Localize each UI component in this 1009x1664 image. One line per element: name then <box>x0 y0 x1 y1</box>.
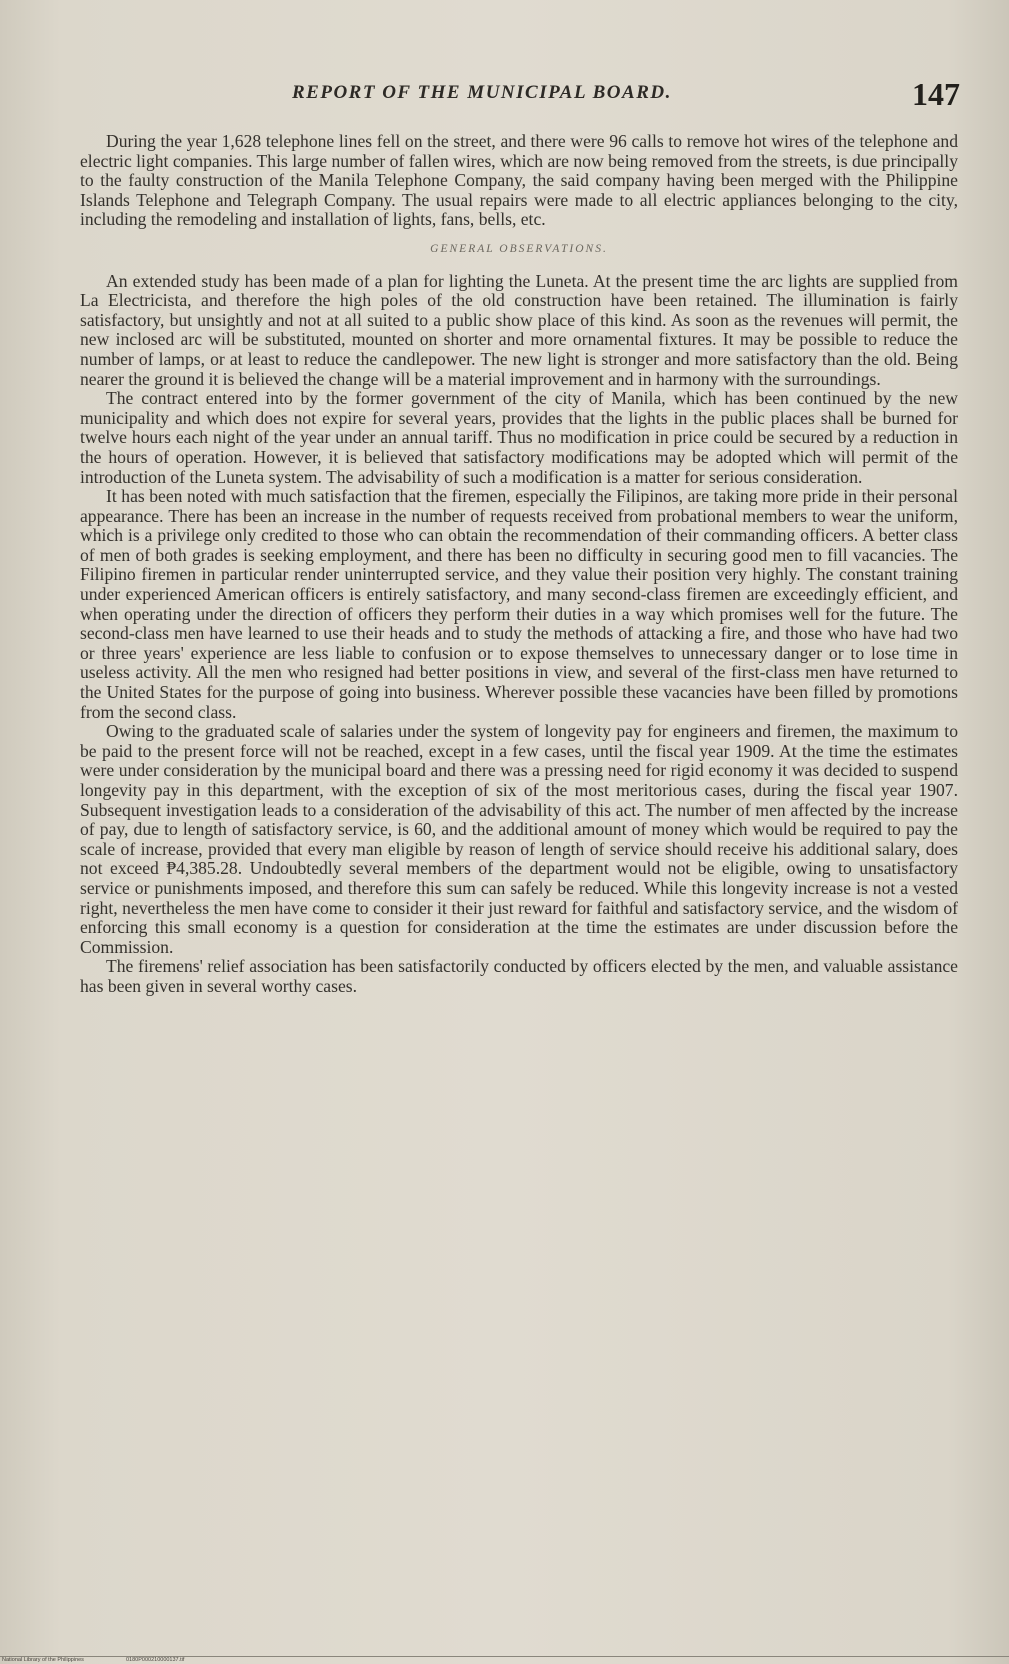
paragraph-firemen: It has been noted with much satisfaction that the firemen, especially the Filipinos, are taking more pride in their personal appearance. There has been an increase in the number of requests received from probational members to wear the uniform, which is a privilege only credited to those who can obtain the recommendation of their commanding officers. A better class of men of both grades is seeking employment, and there has been no difficulty in securing good men to fill vacancies. The Filipino firemen in particular render uninterrupted service, and they value their position very highly. The constant training under experienced American officers is entirely satisfactory, and many second-class firemen are exceedingly efficient, and when operating under the direction of officers they perform their duties in a way which promises well for the future. The second-class men have learned to use their heads and to study the methods of attacking a fire, and those who have had two or three years' experience are less liable to confusion or to expose themselves to unnecessary danger or to lose time in useless activity. All the men who resigned had better positions in view, and several of the first-class men have returned to the United States for the purpose of going into business. Wherever possible these vacancies have been filled by promotions from the second class. <box>80 486 958 722</box>
body-text <box>80 132 958 997</box>
paragraph-luneta-lighting: An extended study has been made of a plan for lighting the Luneta. At the present time the arc lights are supplied from La Electricista, and therefore the high poles of the old construction have been retained. The illumination is fairly satisfactory, but unsightly and not at all suited to a public show place of this kind. As soon as the revenues will permit, the new inclosed arc will be substituted, mounted on shorter and more ornamental fixtures. It may be possible to reduce the number of lamps, or at least to reduce the candlepower. The new light is stronger and more satisfactory than the old. Being nearer the ground it is believed the change will be a material improvement and in harmony with the surroundings. <box>80 270 958 389</box>
paragraph-telephone-lines: During the year 1,628 telephone lines fell on the street, and there were 96 calls to remove hot wires of the telephone and electric light companies. This large number of fallen wires, which are now being removed from the streets, is due principally to the faulty construction of the Manila Telephone Company, the said company having been merged with the Philippine Islands Telephone and Telegraph Company. The usual repairs were made to all electric appliances belonging to the city, including the remodeling and installation of lights, fans, bells, etc. <box>80 131 958 230</box>
library-credit: National Library of the Philippines <box>2 1657 84 1663</box>
paragraph-lighting-contract: The contract entered into by the former government of the city of Manila, which has been continued by the new municipality and which does not expire for several years, provides that the lights in the public places shall be burned for twelve hours each night of the year under an annual tariff. Thus no modification in price could be secured by a reduction in the hours of operation. However, it is believed that satisfactory modifications may be adopted which will permit of the introduction of the Luneta system. The advisability of such a modification is a matter for serious consideration. <box>80 388 958 487</box>
running-head: REPORT OF THE MUNICIPAL BOARD. <box>292 82 672 103</box>
paragraph-longevity-pay: Owing to the graduated scale of salaries under the system of longevity pay for engineers and firemen, the maximum to be paid to the present force will not be reached, except in a few cases, until the fiscal year 1909. At the time the estimates were under consideration by the municipal board and there was a pressing need for rigid economy it was decided to suspend longevity pay in this department, with the exception of six of the most meritorious cases, during the fiscal year 1907. Subsequent investigation leads to a consideration of the advisability of this act. The number of men affected by the increase of pay, due to length of satisfactory service, is 60, and the additional amount of money which would be required to pay the scale of increase, provided that every man eligible by reason of length of service should receive his additional salary, does not exceed ₱4,385.28. Undoubtedly several members of the department would not be eligible, owing to unsatisfactory service or punishments imposed, and therefore this sum can safely be reduced. While this longevity increase is not a vested right, nevertheless the men have come to consider it their just reward for faithful and satisfactory service, and the wisdom of enforcing this small economy is a question for consideration at the time the estimates are under discussion before the Commission. <box>80 721 958 957</box>
paragraph-relief-association: The firemens' relief association has been satisfactorily conducted by officers elected by the men, and valuable assistance has been given in several worthy cases. <box>80 956 958 996</box>
section-heading: GENERAL OBSERVATIONS. <box>430 242 608 255</box>
page-number: 147 <box>912 76 960 112</box>
page-header <box>0 76 1009 116</box>
scan-id: 0180P000210000137.tif <box>126 1657 185 1663</box>
